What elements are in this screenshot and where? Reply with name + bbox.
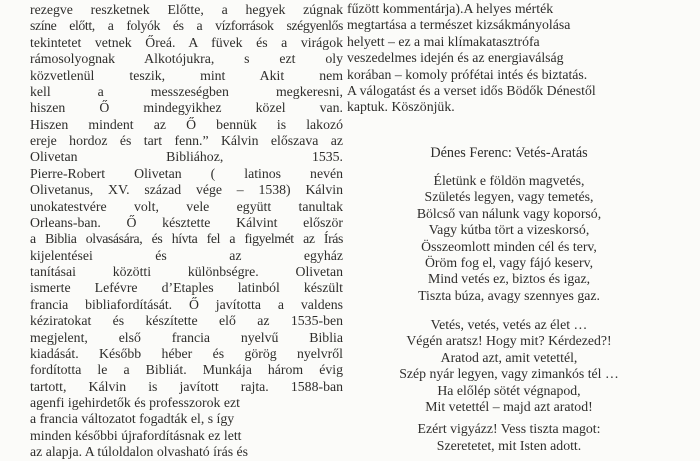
left-column-line: fordította le a Bibliát. Munkája három évig <box>30 362 343 378</box>
right-paragraph-line: A válogatást és a verset idős Bödők Dénestől <box>347 82 596 98</box>
poem-line: Szeretetet, mit Isten adott. <box>436 437 582 453</box>
left-column-line: unokatestvére volt, vele együtt tanultak <box>30 198 343 214</box>
right-paragraph-line: korában – komoly prófétai intés és biztatás. <box>347 66 588 82</box>
poem-stanza <box>347 421 671 454</box>
poem-line: Életünk e földön magvetés, <box>433 173 585 188</box>
left-column-line: tekintetet vetnek Őreá. A füvek és a virágok <box>30 34 343 50</box>
poem-line: Ha előlép sötét végnapod, <box>437 382 581 398</box>
poem-line: Vagy kútba tört a vizeskorsó, <box>428 222 590 238</box>
poem-line: Végén aratsz! Hogy mit? Kérdezed?! <box>406 333 612 349</box>
left-column-line: a Biblia olvasására, és hívta fel a figyelmét az Írás <box>30 231 343 247</box>
right-paragraph-line: megtartása a természet kizsákmányolása <box>347 17 571 33</box>
poem-line: Bölcső van nálunk vagy koporsó, <box>416 205 602 221</box>
left-column-line: minden későbbi újrafordításnak ez lett <box>30 427 242 443</box>
left-text-column <box>30 2 343 460</box>
left-column-line: kell a messzeségben megkeresni, <box>30 83 343 99</box>
left-column-line: Olivetan Bibliához, 1535. <box>30 149 343 165</box>
left-column-line: kijelentései és az egyház <box>30 247 343 263</box>
left-column-line: Hiszen mindent az Ő bennük is lakozó <box>30 116 343 132</box>
left-column-line: agenfi igehirdetők és professzorok ezt <box>30 395 240 410</box>
left-column-line: rámosolyognak Alkotójukra, s ezt oly <box>30 51 343 67</box>
left-column-line: Pierre-Robert Olivetan ( latinos nevén <box>30 165 343 181</box>
left-column-line: megjelent, első francia nyelvű Biblia <box>30 329 343 345</box>
poem-line: Mind vetés ez, biztos és igaz, <box>427 271 591 287</box>
left-column-line: rezegve reszketnek Előtte, a hegyek zúgnak <box>30 2 343 17</box>
right-paragraph-line: kaptuk. Köszönjük. <box>347 99 455 115</box>
left-column-line: az alapja. A túloldalon olvasható írás és <box>30 444 249 460</box>
left-column-line: kiadását. Később héber és görög nyelvről <box>30 345 343 361</box>
poem-title: Dénes Ferenc: Vetés-Aratás <box>430 144 588 161</box>
poem <box>347 173 671 454</box>
left-column-line: francia bibliafordítását. Ő javította a valdens <box>30 296 343 312</box>
left-column-line: ereje hordoz és tart fenn.” Kálvin előszava az <box>30 133 343 148</box>
right-text-column <box>347 1 671 453</box>
left-column-line: tartott, Kálvin is javított rajta. 1588-ban <box>30 378 343 394</box>
left-column-line: tanításai közötti különbségre. Olivetan <box>30 264 343 279</box>
left-column-line: kéziratokat és készítette elő az 1535-ben <box>30 313 343 329</box>
poem-stanza <box>347 317 671 415</box>
left-column-line: ismerte Lefévre d’Etaples latinból készült <box>30 280 343 296</box>
right-paragraph <box>347 1 671 116</box>
poem-line: Vetés, vetés, vetés az élet … <box>430 317 588 332</box>
poem-line: Mit vetettél – majd azt aratod! <box>425 398 593 414</box>
poem-line: Tiszta búza, avagy szennyes gaz. <box>418 287 600 303</box>
right-paragraph-line: helyett – ez a mai klímakatasztrófa <box>347 33 540 49</box>
left-column-line: a francia változatot fogadták el, s így <box>30 411 235 427</box>
left-column-line: hiszen Ő mindegyikhez közel van. <box>30 100 343 116</box>
left-column-line: Orleans-ban. Ő késztette Kálvint először <box>30 214 343 230</box>
left-column-line: közvetlenül teszik, mint Akit nem <box>30 67 343 83</box>
right-paragraph-line: veszedelmes idején és az energiaválság <box>347 50 564 66</box>
left-column-line: színe előtt, a folyók és a vízforrások szégyenlős <box>30 18 343 34</box>
poem-stanza <box>347 173 671 304</box>
poem-line: Születés legyen, vagy temetés, <box>424 189 594 205</box>
left-column-line: Olivetanus, XV. század vége – 1538) Kálvin <box>30 182 343 198</box>
poem-line: Szép nyár legyen, vagy zimankós tél … <box>399 366 619 382</box>
poem-line: Aratod azt, amit vetettél, <box>440 349 578 365</box>
right-paragraph-line: fűzött kommentárja).A helyes mérték <box>347 1 554 16</box>
poem-line: Ezért vigyázz! Vess tiszta magot: <box>417 421 601 437</box>
poem-line: Összeomlott minden cél és terv, <box>421 238 597 254</box>
poem-line: Öröm fog el, vagy fájó keserv, <box>424 254 594 270</box>
